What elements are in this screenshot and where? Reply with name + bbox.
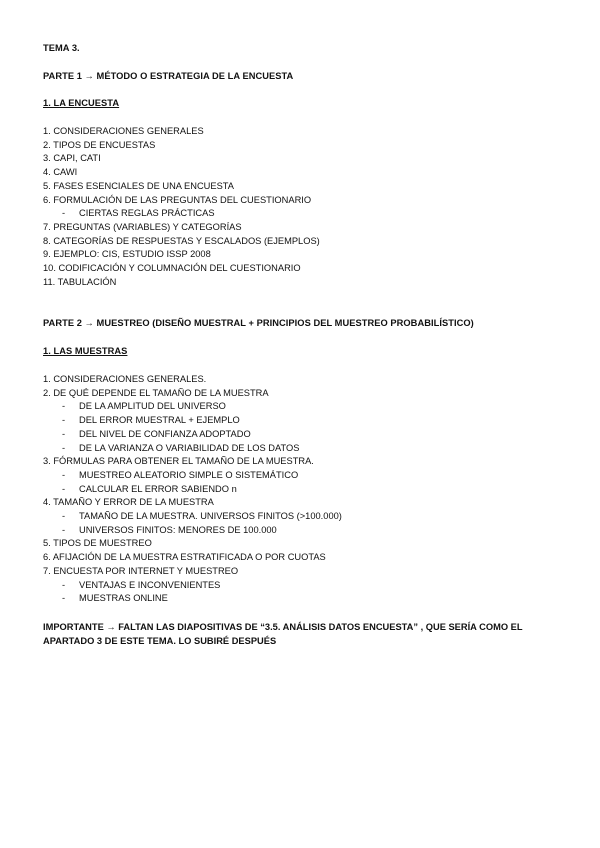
bullet-dash: -	[62, 579, 66, 590]
parte2-outline-list	[43, 373, 342, 606]
sub-list-item	[43, 414, 342, 428]
list-item	[43, 565, 342, 579]
sub-list-item	[43, 469, 342, 483]
important-note: IMPORTANTE → FALTAN LAS DIAPOSITIVAS DE “3.5. ANÁLISIS DATOS ENCUESTA” , QUE SERÍA COMO EL APARTADO 3 DE ESTE TEMA. LO SUBIRÉ DESPUÉS	[43, 622, 523, 646]
list-item	[43, 455, 342, 469]
list-item-text: VENTAJAS E INCONVENIENTES	[79, 579, 221, 590]
list-item	[43, 496, 342, 510]
list-item-text: 7. ENCUESTA POR INTERNET Y MUESTREO	[43, 565, 239, 576]
list-item	[43, 139, 320, 153]
bullet-dash: -	[62, 428, 66, 439]
sub-list-item	[43, 400, 342, 414]
list-item-text: DEL ERROR MUESTRAL + EJEMPLO	[79, 415, 240, 426]
bullet-dash: -	[62, 524, 66, 535]
list-item	[43, 248, 320, 262]
list-item-text: 6. FORMULACIÓN DE LAS PREGUNTAS DEL CUESTIONARIO	[43, 194, 312, 205]
list-item-text: CIERTAS REGLAS PRÁCTICAS	[79, 208, 215, 219]
list-item	[43, 194, 320, 208]
list-item-text: 1. CONSIDERACIONES GENERALES	[43, 126, 204, 136]
sub-list-item	[43, 510, 342, 524]
list-item-text: 9. EJEMPLO: CIS, ESTUDIO ISSP 2008	[43, 249, 211, 260]
list-item-text: MUESTRAS ONLINE	[79, 593, 168, 604]
list-item	[43, 373, 342, 387]
list-item-text: 11. TABULACIÓN	[43, 276, 117, 287]
list-item	[43, 180, 320, 194]
list-item-text: MUESTREO ALEATORIO SIMPLE O SISTEMÁTICO	[79, 469, 299, 480]
list-item-text: DE LA AMPLITUD DEL UNIVERSO	[79, 401, 226, 412]
list-item	[43, 551, 342, 565]
list-item-text: 5. TIPOS DE MUESTREO	[43, 538, 152, 549]
list-item-text: 6. AFIJACIÓN DE LA MUESTRA ESTRATIFICADA O POR CUOTAS	[43, 552, 326, 563]
bullet-dash: -	[62, 442, 66, 453]
list-item-text: CALCULAR EL ERROR SABIENDO n	[79, 483, 237, 494]
list-item-text: 2. TIPOS DE ENCUESTAS	[43, 139, 156, 150]
sub-list-item	[43, 483, 342, 497]
bullet-dash: -	[62, 415, 66, 426]
list-item-text: UNIVERSOS FINITOS: MENORES DE 100.000	[79, 524, 277, 535]
parte2-section-title: 1. LAS MUESTRAS	[43, 346, 128, 356]
bullet-dash: -	[62, 401, 66, 412]
list-item-text: TAMAÑO DE LA MUESTRA. UNIVERSOS FINITOS (>100.000)	[79, 511, 342, 522]
parte1-heading: PARTE 1 → MÉTODO O ESTRATEGIA DE LA ENCUESTA	[43, 71, 294, 81]
parte1-outline-list	[43, 125, 320, 289]
sub-list-item	[43, 579, 342, 593]
list-item-text: 5. FASES ESENCIALES DE UNA ENCUESTA	[43, 180, 234, 191]
list-item-text: 1. CONSIDERACIONES GENERALES.	[43, 374, 207, 384]
list-item-text: 3. FÓRMULAS PARA OBTENER EL TAMAÑO DE LA MUESTRA.	[43, 456, 314, 467]
list-item	[43, 221, 320, 235]
sub-list-item	[43, 592, 342, 606]
bullet-dash: -	[62, 511, 66, 522]
bullet-dash: -	[62, 469, 66, 480]
list-item-text: DE LA VARIANZA O VARIABILIDAD DE LOS DATOS	[79, 442, 300, 453]
sub-list-item	[43, 442, 342, 456]
list-item	[43, 125, 320, 139]
list-item	[43, 152, 320, 166]
sub-list-item	[43, 524, 342, 538]
list-item	[43, 166, 320, 180]
list-item-text: 3. CAPI, CATI	[43, 153, 101, 164]
bullet-dash: -	[62, 483, 66, 494]
bullet-dash: -	[62, 208, 66, 219]
list-item	[43, 235, 320, 249]
list-item-text: 2. DE QUÉ DEPENDE EL TAMAÑO DE LA MUESTRA	[43, 387, 269, 398]
parte1-section-title: 1. LA ENCUESTA	[43, 98, 120, 108]
list-item-text: 10. CODIFICACIÓN Y COLUMNACIÓN DEL CUESTIONARIO	[43, 263, 301, 274]
bullet-dash: -	[62, 593, 66, 604]
sub-list-item	[43, 207, 320, 221]
list-item	[43, 537, 342, 551]
list-item-text: 7. PREGUNTAS (VARIABLES) Y CATEGORÍAS	[43, 221, 242, 232]
sub-list-item	[43, 428, 342, 442]
list-item	[43, 387, 342, 401]
list-item-text: DEL NIVEL DE CONFIANZA ADOPTADO	[79, 428, 251, 439]
list-item	[43, 262, 320, 276]
list-item-text: 4. TAMAÑO Y ERROR DE LA MUESTRA	[43, 497, 214, 508]
list-item-text: 4. CAWI	[43, 167, 78, 178]
list-item-text: 8. CATEGORÍAS DE RESPUESTAS Y ESCALADOS (EJEMPLOS)	[43, 235, 320, 246]
list-item	[43, 276, 320, 290]
parte2-heading: PARTE 2 → MUESTREO (DISEÑO MUESTRAL + PRINCIPIOS DEL MUESTREO PROBABILÍSTICO)	[43, 318, 474, 328]
document-title: TEMA 3.	[43, 43, 80, 53]
